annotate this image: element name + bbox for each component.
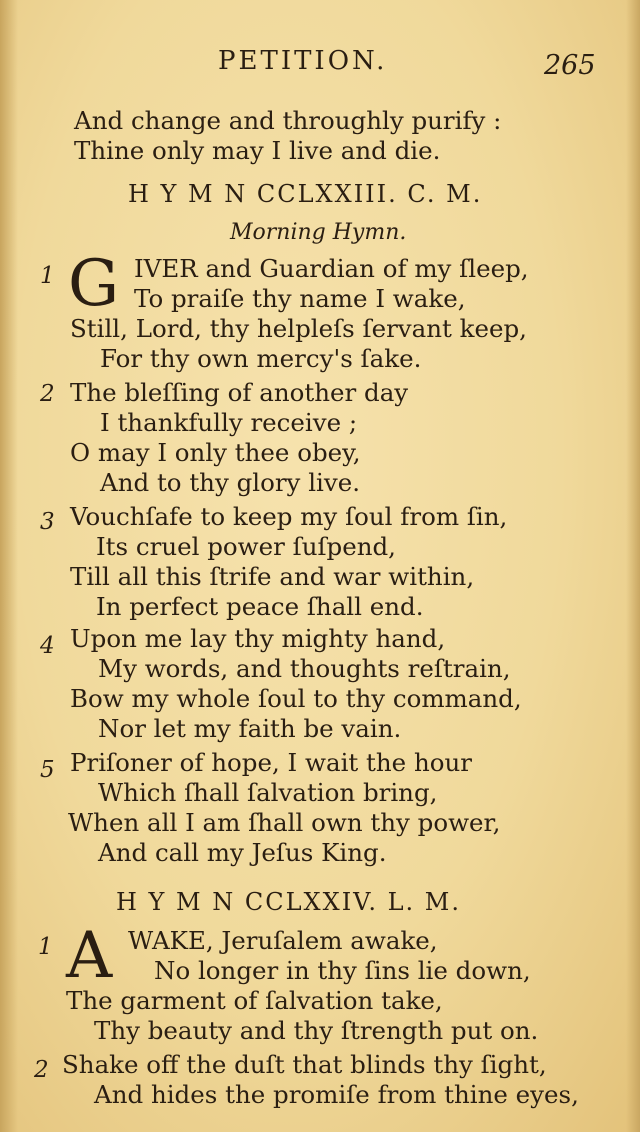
verse-line: Thy beauty and thy ſtrength put on. [94, 1016, 539, 1045]
verse-number: 3 [40, 509, 55, 535]
verse-line: Its cruel power ſuſpend, [96, 532, 396, 561]
verse-line: And call my Jeſus King. [98, 838, 387, 867]
verse-line: And to thy glory live. [100, 468, 360, 497]
verse-line: Which ſhall ſalvation bring, [98, 778, 438, 807]
drop-cap: A [66, 919, 113, 993]
verse-line: The bleſſing of another day [70, 378, 409, 407]
verse-line: And hides the promiſe from thine eyes, [94, 1080, 579, 1109]
verse-line: No longer in thy ſins lie down, [154, 956, 531, 985]
verse-number: 4 [40, 633, 55, 659]
verse-line: Nor let my faith be vain. [98, 714, 402, 743]
page-edge-shadow-right [626, 0, 640, 1132]
verse-line: I thankfully receive ; [100, 408, 358, 437]
verse-number: 2 [40, 381, 55, 407]
hymn-subtitle: Morning Hymn. [230, 220, 407, 245]
verse-line: My words, and thoughts reſtrain, [98, 654, 511, 683]
drop-cap: G [68, 247, 120, 321]
verse-line: When all I am ſhall own thy power, [68, 808, 501, 837]
hymn-title: H Y M N CCLXXIV. L. M. [116, 888, 461, 916]
verse-line: IVER and Guardian of my ſleep, [134, 254, 529, 283]
verse-line: Priſoner of hope, I wait the hour [70, 748, 472, 777]
running-head: PETITION. [218, 46, 388, 76]
verse-line: Upon me lay thy mighty hand, [70, 624, 446, 653]
verse-line: For thy own mercy's ſake. [100, 344, 422, 373]
verse-line: The garment of ſalvation take, [66, 986, 443, 1015]
verse-line: Shake off the duſt that blinds thy ſight, [62, 1050, 547, 1079]
page-edge-shadow-left [0, 0, 18, 1132]
continuation-line: Thine only may I live and die. [74, 136, 441, 165]
verse-line: Till all this ſtrife and war within, [70, 562, 475, 591]
verse-line: O may I only thee obey, [70, 438, 361, 467]
continuation-line: And change and throughly purify : [74, 106, 502, 135]
verse-number: 5 [40, 757, 55, 783]
hymn-title: H Y M N CCLXXIII. C. M. [128, 180, 483, 208]
verse-line: In perfect peace ſhall end. [96, 592, 424, 621]
page-number: 265 [544, 50, 596, 81]
verse-number: 1 [38, 934, 53, 960]
verse-line: WAKE, Jeruſalem awake, [128, 926, 438, 955]
verse-line: Vouchſafe to keep my ſoul from ſin, [70, 502, 508, 531]
verse-number: 2 [34, 1057, 49, 1083]
verse-number: 1 [40, 263, 55, 289]
verse-line: Still, Lord, thy helpleſs ſervant keep, [70, 314, 527, 343]
verse-line: To praiſe thy name I wake, [134, 284, 466, 313]
verse-line: Bow my whole ſoul to thy command, [70, 684, 522, 713]
